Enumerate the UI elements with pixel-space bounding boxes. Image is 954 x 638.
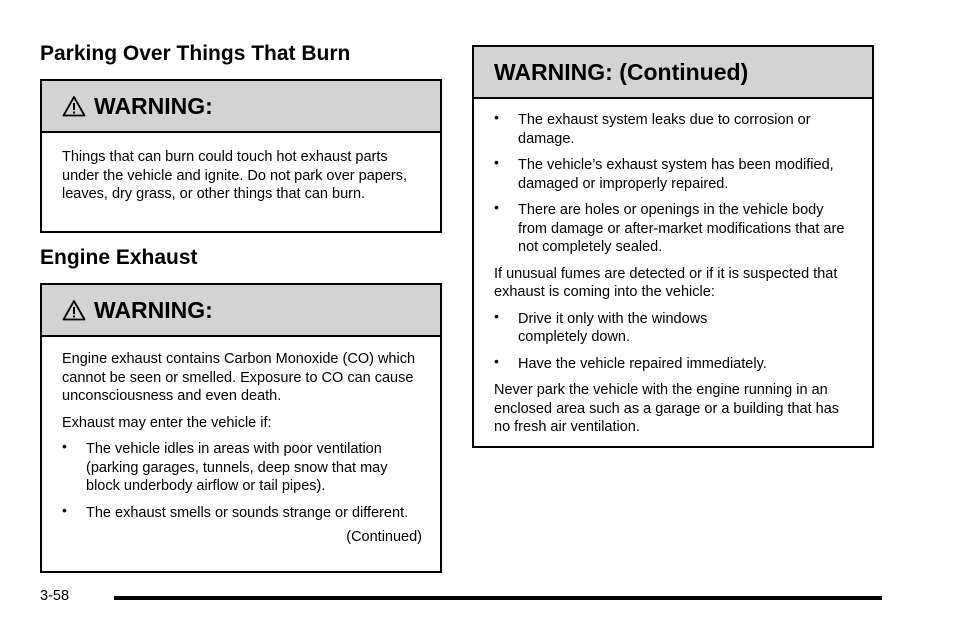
- list-item: [494, 156, 854, 193]
- warning-triangle-icon: [62, 299, 86, 321]
- list-item-text: The exhaust system leaks due to corrosion or damage.: [518, 112, 811, 147]
- list-item: [494, 307, 854, 347]
- section-heading-engine-exhaust: Engine Exhaust: [40, 246, 198, 269]
- bullet-icon: •: [494, 199, 499, 215]
- warning-box-exhaust: [40, 283, 442, 573]
- list-item: [494, 111, 854, 148]
- warning-paragraph: Exhaust may enter the vehicle if:: [62, 414, 272, 431]
- bullet-icon: •: [494, 352, 499, 369]
- page-number: 3-58: [40, 588, 70, 604]
- list-item: [494, 201, 854, 257]
- list-item-text: The vehicle idles in areas with poor ventilation (parking garages, tunnels, deep snow that may block underbody airflow or tail pipes).: [86, 441, 388, 494]
- list-item: [494, 352, 854, 374]
- warning-paragraph: If unusual fumes are detected or if it is suspected that exhaust is coming into the vehicle:: [494, 265, 838, 300]
- section-heading-parking: Parking Over Things That Burn: [40, 42, 351, 65]
- bullet-icon: •: [494, 307, 499, 324]
- continued-label: (Continued): [346, 529, 422, 545]
- warning-paragraph: Never park the vehicle with the engine running in an enclosed area such as a garage or a building that has no fresh air ventilation.: [494, 382, 840, 435]
- bullet-icon: •: [494, 154, 499, 170]
- bullet-icon: •: [62, 438, 67, 454]
- warning-text: Things that can burn could touch hot exhaust parts under the vehicle and ignite. Do not park over papers, leaves, dry grass, or other things that can burn.: [62, 149, 407, 202]
- bullet-icon: •: [494, 109, 499, 125]
- warning-box-continued: [472, 45, 874, 448]
- warning-title: WARNING:: [94, 296, 213, 323]
- list-item-text: The exhaust smells or sounds strange or different.: [86, 504, 409, 521]
- list-item-text: There are holes or openings in the vehicle body from damage or after-market modifications that are not completely sealed.: [518, 202, 845, 255]
- footer-rule: [114, 596, 882, 600]
- warning-header: [474, 47, 872, 99]
- warning-header: [42, 81, 440, 133]
- warning-triangle-icon: [62, 95, 86, 117]
- warning-paragraph: Engine exhaust contains Carbon Monoxide (CO) which cannot be seen or smelled. Exposure to CO can cause unconsciousness and even death.: [62, 351, 416, 404]
- warning-header: [42, 285, 440, 337]
- list-item: [62, 440, 422, 496]
- warning-box-parking: [40, 79, 442, 233]
- bullet-icon: •: [62, 501, 67, 518]
- warning-title: WARNING: (Continued): [494, 58, 749, 85]
- warning-title: WARNING:: [94, 92, 213, 119]
- list-item-text: The vehicle’s exhaust system has been modified, damaged or improperly repaired.: [518, 157, 834, 192]
- list-item-text: Have the vehicle repaired immediately.: [518, 355, 767, 372]
- list-item-text: Drive it only with the windows completely down.: [518, 310, 708, 345]
- list-item: [62, 501, 422, 523]
